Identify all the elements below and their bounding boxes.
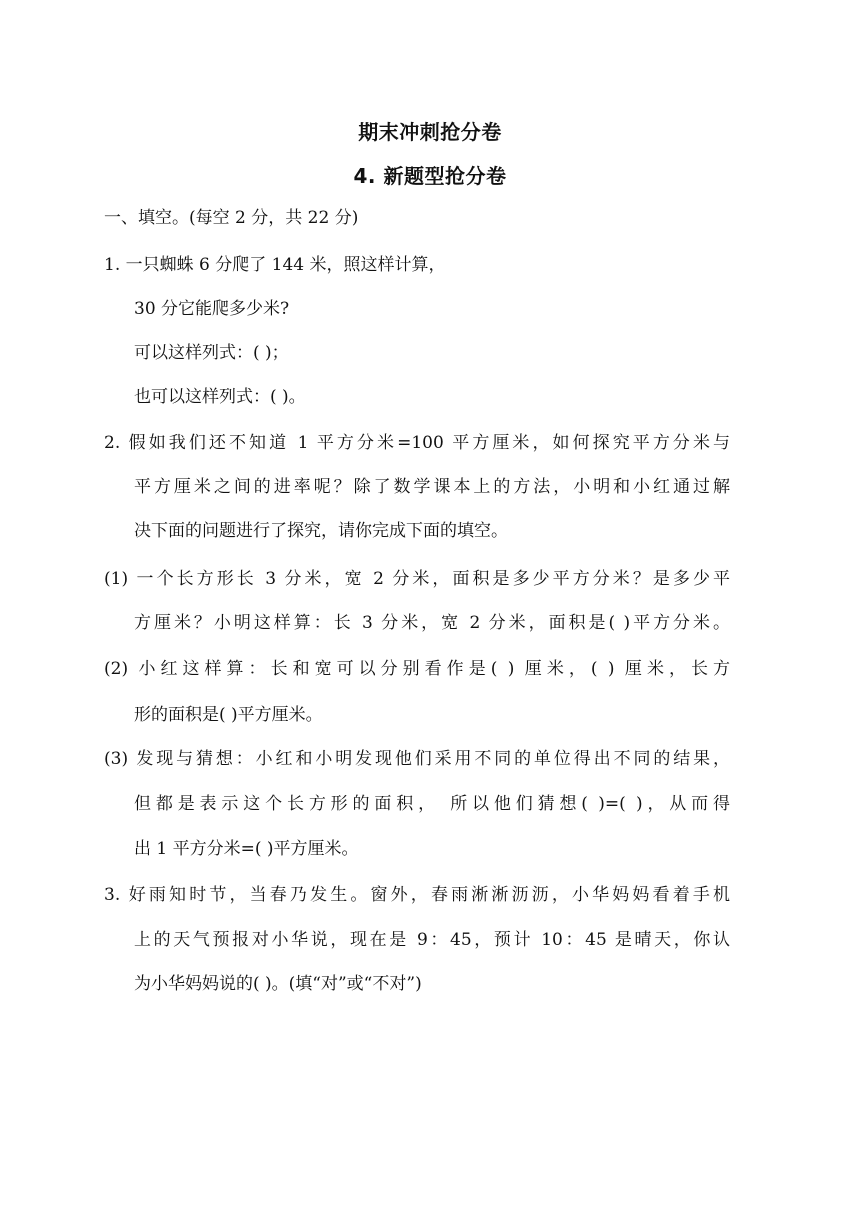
q2-part3-line-1: (3) 发现与猜想：小红和小明发现他们采用不同的单位得出不同的结果， <box>104 749 730 769</box>
q2-part3-line-3: 出 1 平方分米=( )平方厘米。 <box>134 839 359 859</box>
q1-line-2: 30 分它能爬多少米? <box>134 299 290 319</box>
q2-part1-line-1: (1) 一个长方形长 3 分米，宽 2 分米，面积是多少平方分米？是多少平 <box>104 569 730 589</box>
page-title: 期末冲刺抢分卷 <box>358 120 502 144</box>
q2-line-2: 平方厘米之间的进率呢？除了数学课本上的方法，小明和小红通过解 <box>134 477 730 497</box>
page-subtitle: 4. 新题型抢分卷 <box>353 164 507 188</box>
q1-line-4: 也可以这样列式：( )。 <box>134 387 306 407</box>
q3-line-1: 3. 好雨知时节，当春乃发生。窗外，春雨淅淅沥沥，小华妈妈看着手机 <box>104 885 730 905</box>
q2-line-3: 决下面的问题进行了探究，请你完成下面的填空。 <box>134 521 508 541</box>
q1-line-3: 可以这样列式：( )； <box>134 343 289 363</box>
q2-part1-line-2: 方厘米？小明这样算：长 3 分米，宽 2 分米，面积是( )平方分米。 <box>134 613 730 633</box>
q2-line-1: 2. 假如我们还不知道 1 平方分米=100 平方厘米，如何探究平方分米与 <box>104 433 730 453</box>
q3-line-2: 上的天气预报对小华说，现在是 9：45，预计 10：45 是晴天，你认 <box>134 930 730 950</box>
section-heading: 一、填空。(每空 2 分，共 22 分) <box>104 208 359 228</box>
q3-line-3: 为小华妈妈说的( )。(填“对”或“不对”) <box>134 974 422 994</box>
q2-part2-line-2: 形的面积是( )平方厘米。 <box>134 705 323 725</box>
q1-line-1: 1. 一只蜘蛛 6 分爬了 144 米，照这样计算， <box>104 255 446 275</box>
q2-part3-line-2: 但都是表示这个长方形的面积， 所以他们猜想( )=( )，从而得 <box>134 794 730 814</box>
q2-part2-line-1: (2) 小红这样算：长和宽可以分别看作是( ) 厘米，( ) 厘米，长方 <box>104 659 730 679</box>
